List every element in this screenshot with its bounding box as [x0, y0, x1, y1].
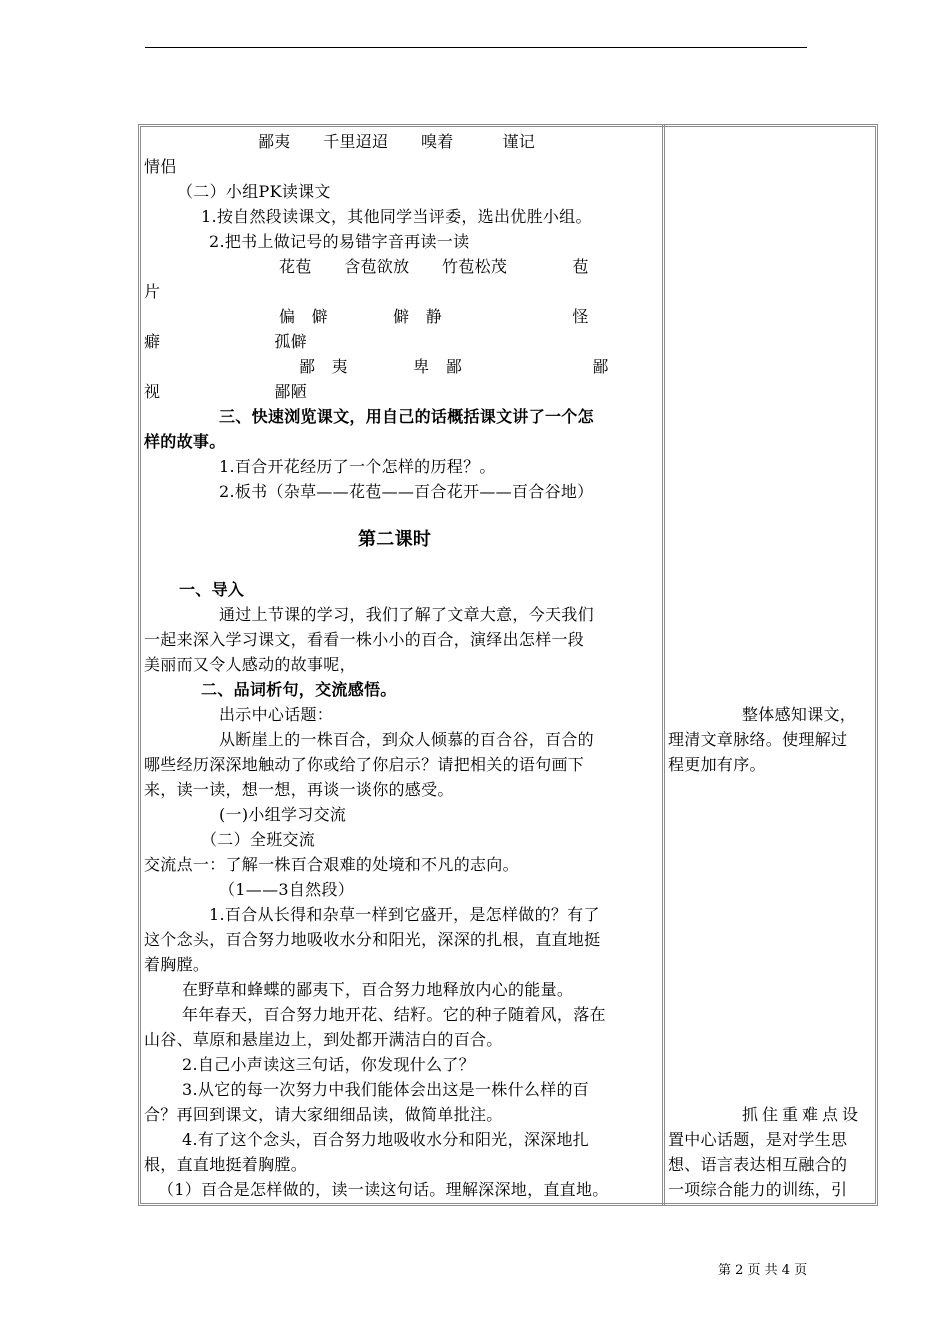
- body-text-line: 从断崖上的一株百合，到众人倾慕的百合谷，百合的: [219, 730, 594, 749]
- body-text-line: 1.百合开花经历了一个怎样的历程？。: [219, 457, 496, 476]
- body-text-line: 鄙夷 千里迢迢 嗅着 谨记: [258, 132, 536, 151]
- header-rule: [145, 47, 807, 48]
- body-text-line: 2.板书（杂草——花苞——百合花开——百合谷地）: [219, 482, 594, 501]
- design-note-line: 想、语言表达相互融合的: [668, 1155, 848, 1174]
- design-note-line: 一项综合能力的训练，引: [668, 1180, 848, 1199]
- body-text-line: 通过上节课的学习，我们了解了文章大意，今天我们: [219, 605, 594, 624]
- body-text-line: 1.按自然段读课文，其他同学当评委，选出优胜小组。: [201, 207, 592, 226]
- design-note-line: 置中心话题，是对学生思: [668, 1130, 848, 1149]
- body-text-line: 哪些经历深深地触动了你或给了你启示？请把相关的语句画下: [144, 755, 585, 774]
- body-text-line: 视 鄙陋: [144, 382, 308, 401]
- design-note-line: 理清文章脉络。使理解过: [668, 730, 848, 749]
- body-text-line: 合？再回到课文，请大家细细品读，做简单批注。: [144, 1105, 503, 1124]
- body-text-line: 偏 僻 僻 静 怪: [279, 307, 589, 326]
- table-column-divider: [662, 124, 665, 1206]
- design-note-line: 程更加有序。: [668, 755, 766, 774]
- body-text-line: 2.把书上做记号的易错字音再读一读: [209, 232, 470, 251]
- body-text-line: 第二课时: [358, 529, 432, 550]
- body-text-line: （二）全班交流: [201, 830, 316, 849]
- body-text-line: 交流点一：了解一株百合艰难的处境和不凡的志向。: [144, 855, 519, 874]
- body-text-line: 3.从它的每一次努力中我们能体会出这是一株什么样的百: [182, 1080, 590, 1099]
- body-text-line: 一、导入: [179, 580, 245, 599]
- body-text-line: 这个念头，百合努力地吸收水分和阳光，深深的扎根，直直地挺: [144, 930, 601, 949]
- body-text-line: 花苞 含苞欲放 竹苞松茂 苞: [279, 257, 589, 276]
- body-text-line: 美丽而又令人感动的故事呢，: [144, 655, 356, 674]
- body-text-line: （1）百合是怎样做的，读一读这句话。理解深深地，直直地。: [158, 1180, 609, 1199]
- body-text-line: 在野草和蜂蝶的鄙夷下，百合努力地释放内心的能量。: [182, 980, 574, 999]
- design-note-line: 整体感知课文，: [742, 705, 857, 724]
- body-text-line: 着胸膛。: [144, 955, 210, 974]
- design-note-line: 抓住重难点设: [742, 1105, 863, 1124]
- body-text-line: 来，读一读，想一想，再谈一谈你的感受。: [144, 780, 454, 799]
- body-text-line: （1——3自然段）: [219, 880, 355, 899]
- body-text-line: （二）小组PK读课文: [177, 182, 331, 201]
- body-text-line: 一起来深入学习课文，看看一株小小的百合，演绎出怎样一段: [144, 630, 585, 649]
- body-text-line: 癖 孤僻: [144, 332, 308, 351]
- body-text-line: 1.百合从长得和杂草一样到它盛开，是怎样做的？有了: [209, 905, 600, 924]
- body-text-line: 4.有了这个念头，百合努力地吸收水分和阳光，深深地扎: [182, 1130, 590, 1149]
- body-text-line: 三、快速浏览课文，用自己的话概括课文讲了一个怎: [219, 407, 594, 426]
- body-text-line: 出示中心话题：: [219, 705, 334, 724]
- body-text-line: 鄙 夷 卑 鄙 鄙: [299, 357, 609, 376]
- body-text-line: 片: [144, 282, 161, 301]
- page-footer: 第 2 页 共 4 页: [718, 1263, 808, 1278]
- body-text-line: 二、品词析句，交流感悟。: [201, 680, 397, 699]
- body-text-line: 山谷、草原和悬崖边上，到处都开满洁白的百合。: [144, 1030, 503, 1049]
- body-text-line: 根，直直地挺着胸膛。: [144, 1155, 308, 1174]
- body-text-line: 2.自己小声读这三句话，你发现什么了？: [182, 1055, 475, 1074]
- body-text-line: 年年春天，百合努力地开花、结籽。它的种子随着风，落在: [182, 1005, 606, 1024]
- body-text-line: 样的故事。: [144, 432, 226, 451]
- body-text-line: (一)小组学习交流: [219, 805, 347, 824]
- body-text-line: 情侣: [144, 157, 177, 176]
